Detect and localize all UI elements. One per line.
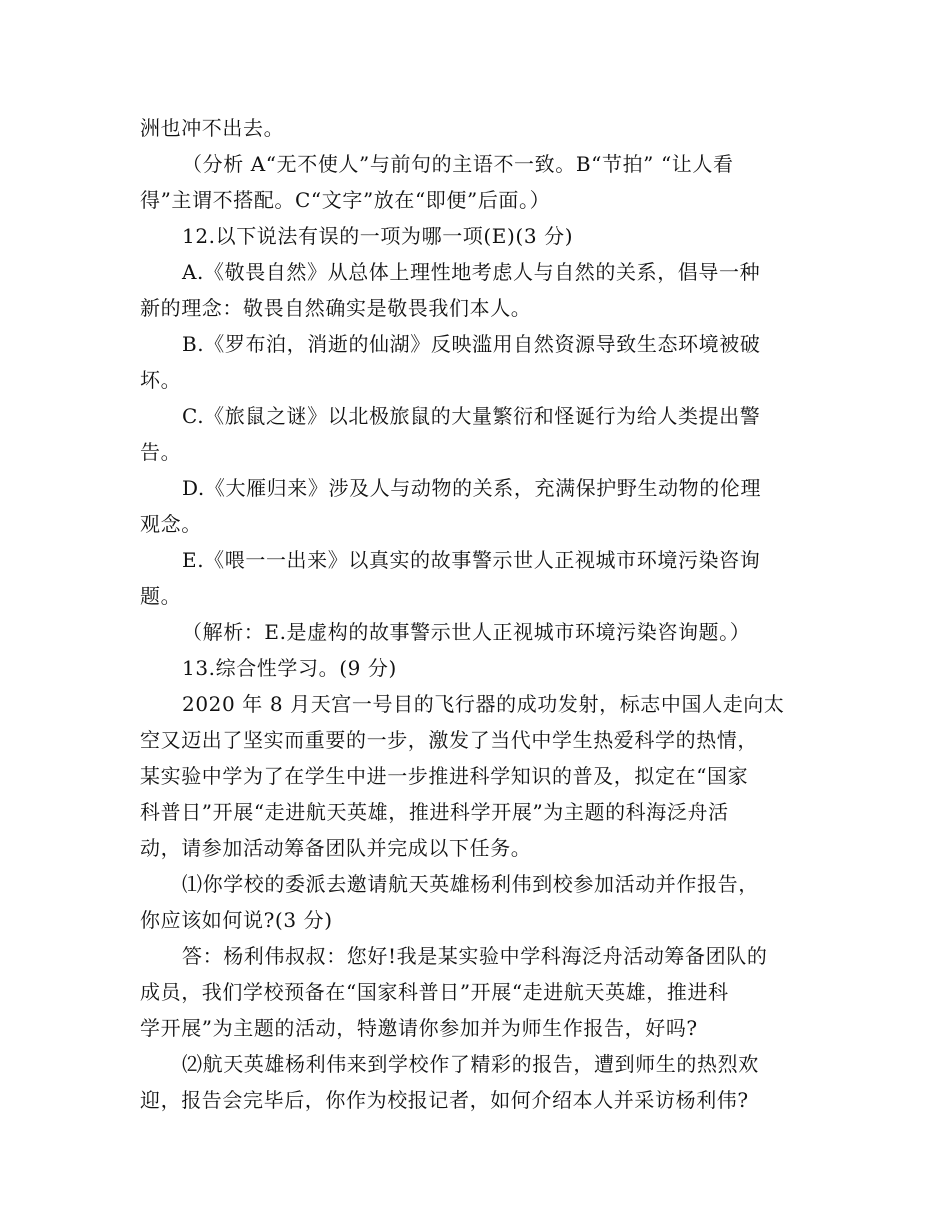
option-e: E.《喂一一出来》以真实的故事警示世人正视城市环境污染咨询 — [182, 548, 761, 572]
paragraph-line: 某实验中学为了在学生中进一步推进科学知识的普及，拟定在“国家 — [140, 764, 749, 788]
option-d-cont: 观念。 — [140, 512, 202, 536]
answer-line: 成员，我们学校预备在“国家科普日”开展“走进航天英雄，推进科 — [140, 980, 729, 1004]
sub-question-1-cont: 你应该如何说?(3 分) — [140, 908, 333, 932]
explanation-line: （解析：E.是虚构的故事警示世人正视城市环境污染咨询题。） — [182, 620, 751, 644]
text-line: 洲也冲不出去。 — [140, 116, 285, 140]
analysis-line: 得”主谓不搭配。C“文字”放在“即便”后面。） — [140, 188, 551, 212]
paragraph-line: 2020 年 8 月天宫一号目的飞行器的成功发射，标志中国人走向太 — [182, 692, 785, 716]
option-d: D.《大雁归来》涉及人与动物的关系，充满保护野生动物的伦理 — [182, 476, 762, 500]
sub-question-2-cont: 迎，报告会完毕后，你作为校报记者，如何介绍本人并采访杨利伟? — [140, 1088, 749, 1112]
paragraph-line: 科普日”开展“走进航天英雄，推进科学开展”为主题的科海泛舟活 — [140, 800, 729, 824]
paragraph-line: 空又迈出了坚实而重要的一步，激发了当代中学生热爱科学的热情， — [140, 728, 758, 752]
answer-line: 答：杨利伟叔叔：您好!我是某实验中学科海泛舟活动筹备团队的 — [182, 944, 768, 968]
sub-question-2: ⑵航天英雄杨利伟来到学校作了精彩的报告，遭到师生的热烈欢 — [182, 1052, 759, 1076]
option-c: C.《旅鼠之谜》以北极旅鼠的大量繁衍和怪诞行为给人类提出警 — [182, 404, 761, 428]
option-b-cont: 坏。 — [140, 368, 182, 392]
option-a-cont: 新的理念：敬畏自然确实是敬畏我们本人。 — [140, 296, 532, 320]
option-e-cont: 题。 — [140, 584, 182, 608]
question-heading: 13.综合性学习。(9 分) — [182, 656, 397, 680]
question-heading: 12.以下说法有误的一项为哪一项(E)(3 分) — [182, 224, 574, 248]
option-a: A.《敬畏自然》从总体上理性地考虑人与自然的关系，倡导一种 — [182, 260, 761, 284]
option-b: B.《罗布泊，消逝的仙湖》反映滥用自然资源导致生态环境被破 — [182, 332, 761, 356]
answer-line: 学开展”为主题的活动，特邀请你参加并为师生作报告，好吗? — [140, 1016, 698, 1040]
analysis-line: （分析 A“无不使人”与前句的主语不一致。B“节拍” “让人看 — [182, 152, 734, 176]
paragraph-line: 动，请参加活动筹备团队并完成以下任务。 — [140, 836, 532, 860]
option-c-cont: 告。 — [140, 440, 182, 464]
sub-question-1: ⑴你学校的委派去邀请航天英雄杨利伟到校参加活动并作报告， — [182, 872, 759, 896]
